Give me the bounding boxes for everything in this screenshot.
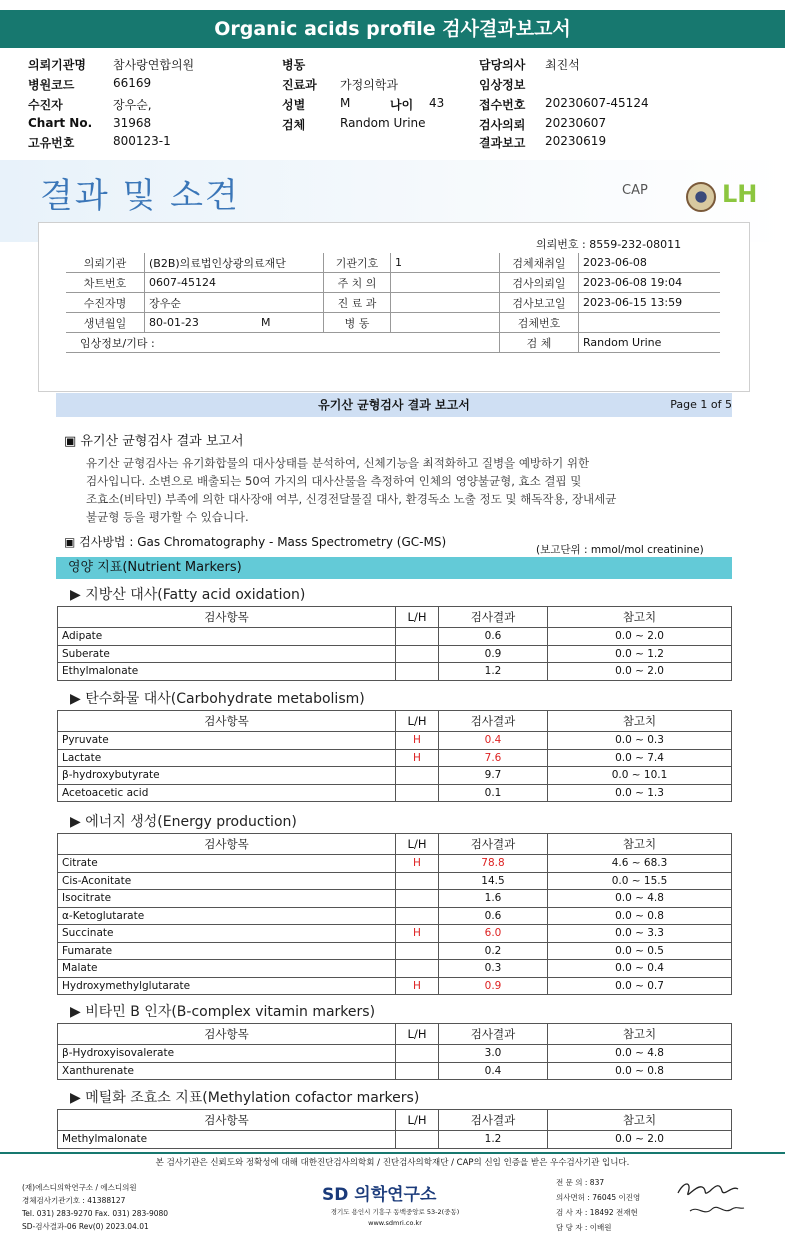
request-date-value: 20230607 <box>545 116 607 130</box>
info-cell: Random Urine <box>579 333 721 353</box>
info-table <box>66 253 720 353</box>
footer-staff-line: 의사면허 : 76045 이진영 <box>556 1193 641 1202</box>
info-row <box>66 313 720 333</box>
table-row <box>58 628 732 646</box>
method-line <box>64 533 446 550</box>
column-header: 검사결과 <box>439 607 548 628</box>
footer-line: 경체검사기관기호 : 41388127 <box>22 1196 126 1205</box>
sd-logo: SD 의학연구소 <box>322 1185 437 1205</box>
cap-logo-text: CAP <box>622 183 648 198</box>
intro-line: 검사입니다. 소변으로 배출되는 50여 가지의 대사산물을 측정하여 인체의 영양불균형, 효소 결핍 및 <box>86 474 582 488</box>
info-cell: 차트번호 <box>66 273 145 293</box>
analyte-name: Methylmalonate <box>58 1131 396 1149</box>
result-value: 3.0 <box>439 1045 548 1063</box>
column-header: L/H <box>396 711 439 732</box>
seal-logo <box>686 182 716 212</box>
result-value: 0.4 <box>439 732 548 750</box>
footer-institution <box>22 1181 168 1233</box>
receipt-label: 접수번호 <box>479 98 526 112</box>
category-title: ▶ 메틸화 조효소 지표(Methylation cofactor markers) <box>70 1090 420 1106</box>
lh-flag <box>396 907 439 925</box>
doctor-label: 담당의사 <box>479 58 526 72</box>
analyte-name: α-Ketoglutarate <box>58 907 396 925</box>
lh-flag: H <box>396 855 439 873</box>
column-header: L/H <box>396 834 439 855</box>
institution-value: 참사랑연합의원 <box>113 58 195 72</box>
table-row <box>58 767 732 785</box>
column-header: 검사결과 <box>439 1024 548 1045</box>
column-header: 검사항목 <box>58 607 396 628</box>
footer-line: (재)에스디의학연구소 / 에스디의원 <box>22 1183 137 1192</box>
table-row <box>58 732 732 750</box>
banner-title: 결과 및 소견 <box>40 176 240 216</box>
analyte-name: Succinate <box>58 925 396 943</box>
analyte-name: Suberate <box>58 645 396 663</box>
analyte-name: Fumarate <box>58 942 396 960</box>
reference-range: 0.0 ~ 4.8 <box>548 890 732 908</box>
info-cell: 2023-06-15 13:59 <box>579 293 721 313</box>
table-row <box>58 855 732 873</box>
column-header: 검사결과 <box>439 834 548 855</box>
hospital-code-value: 66169 <box>113 76 152 90</box>
info-cell <box>145 313 324 333</box>
column-header: 참고치 <box>548 1110 732 1131</box>
table-header-row <box>58 711 732 732</box>
report-bar <box>56 393 732 417</box>
analyte-name: Citrate <box>58 855 396 873</box>
report-title: Organic acids profile 검사결과보고서 <box>0 10 785 48</box>
lh-flag <box>396 1045 439 1063</box>
category-title: ▶ 비타민 B 인자(B-complex vitamin markers) <box>70 1004 376 1020</box>
lh-flag <box>396 1131 439 1149</box>
analyte-name: Adipate <box>58 628 396 646</box>
clinical-label: 임상정보 <box>479 78 526 92</box>
result-value: 1.2 <box>439 1131 548 1149</box>
table-row <box>58 1062 732 1080</box>
sex-value: M <box>260 316 271 329</box>
intro-heading: ▣ 유기산 균형검사 결과 보고서 <box>64 434 244 449</box>
info-cell: 0607-45124 <box>145 273 324 293</box>
column-header: 참고치 <box>548 607 732 628</box>
footer-line: Tel. 031) 283-9270 Fax. 031) 283-9080 <box>22 1209 169 1218</box>
unique-value: 800123-1 <box>113 134 171 148</box>
reference-range: 0.0 ~ 4.8 <box>548 1045 732 1063</box>
column-header: 참고치 <box>548 1024 732 1045</box>
sex-value: M <box>340 96 351 110</box>
lh-flag <box>396 645 439 663</box>
reference-range: 0.0 ~ 0.5 <box>548 942 732 960</box>
result-value: 1.2 <box>439 663 548 681</box>
result-value: 0.2 <box>439 942 548 960</box>
lh-logo: LH <box>722 180 758 208</box>
department-label: 진료과 <box>282 78 317 92</box>
result-value: 0.6 <box>439 628 548 646</box>
results-table <box>57 606 732 681</box>
table-row <box>58 942 732 960</box>
column-header: 검사항목 <box>58 1024 396 1045</box>
footer-address-line: 경기도 용인시 기흥구 동백중앙로 53-2(중동) <box>330 1208 460 1216</box>
reference-range: 0.0 ~ 0.7 <box>548 977 732 995</box>
table-row <box>58 749 732 767</box>
info-cell: (B2B)의료법인상광의료재단 <box>145 253 324 273</box>
analyte-name: Hydroxymethylglutarate <box>58 977 396 995</box>
result-value: 9.7 <box>439 767 548 785</box>
table-header-row <box>58 607 732 628</box>
lh-flag <box>396 767 439 785</box>
lh-flag <box>396 890 439 908</box>
reference-range: 0.0 ~ 1.2 <box>548 645 732 663</box>
result-value: 7.6 <box>439 749 548 767</box>
info-cell: 1 <box>391 253 500 273</box>
result-value: 6.0 <box>439 925 548 943</box>
specimen-label: 검체 <box>282 118 306 132</box>
age-value: 43 <box>429 96 445 110</box>
footer-website: www.sdmri.co.kr <box>368 1219 422 1227</box>
lh-flag: H <box>396 925 439 943</box>
category-title: ▶ 지방산 대사(Fatty acid oxidation) <box>70 587 306 603</box>
results-table <box>57 710 732 802</box>
lh-flag: H <box>396 749 439 767</box>
doctor-value: 최진석 <box>545 58 580 72</box>
analyte-name: β-Hydroxyisovalerate <box>58 1045 396 1063</box>
column-header: 참고치 <box>548 834 732 855</box>
method-value: Gas Chromatography - Mass Spectrometry (GC-MS) <box>137 535 447 549</box>
analyte-name: Cis-Aconitate <box>58 872 396 890</box>
info-cell: 검체번호 <box>500 313 579 333</box>
table-row <box>58 663 732 681</box>
ward-label: 병동 <box>282 58 306 72</box>
reference-range: 4.6 ~ 68.3 <box>548 855 732 873</box>
intro-line: 유기산 균형검사는 유기화합물의 대사상태를 분석하여, 신체기능을 최적화하고 질병을 예방하기 위한 <box>86 456 590 470</box>
lh-flag <box>396 872 439 890</box>
reference-range: 0.0 ~ 2.0 <box>548 1131 732 1149</box>
category-title: ▶ 에너지 생성(Energy production) <box>70 814 297 830</box>
info-cell: 기관기호 <box>324 253 391 273</box>
info-cell: 진 료 과 <box>324 293 391 313</box>
result-value: 14.5 <box>439 872 548 890</box>
result-value: 0.3 <box>439 960 548 978</box>
receipt-value: 20230607-45124 <box>545 96 649 110</box>
analyte-name: Xanthurenate <box>58 1062 396 1080</box>
footer-staff-line: 검 사 자 : 18492 전재현 <box>556 1208 638 1217</box>
analyte-name: β-hydroxybutyrate <box>58 767 396 785</box>
info-row <box>66 293 720 313</box>
info-cell: 검체채취일 <box>500 253 579 273</box>
footer-staff <box>556 1175 640 1235</box>
nutrient-markers-header: 영양 지표(Nutrient Markers) <box>56 557 732 579</box>
chart-label: Chart No. <box>28 116 93 130</box>
lh-flag: H <box>396 732 439 750</box>
info-cell: 2023-06-08 <box>579 253 721 273</box>
footer-divider <box>0 1152 785 1154</box>
result-date-value: 20230619 <box>545 134 607 148</box>
page-indicator: Page 1 of 5 <box>670 398 732 411</box>
request-number-label: 의뢰번호 : <box>536 238 590 251</box>
reference-range: 0.0 ~ 0.4 <box>548 960 732 978</box>
birthdate-value: 80-01-23 <box>149 316 199 329</box>
reference-range: 0.0 ~ 0.8 <box>548 1062 732 1080</box>
reference-range: 0.0 ~ 2.0 <box>548 628 732 646</box>
analyte-name: Malate <box>58 960 396 978</box>
info-cell: 의뢰기관 <box>66 253 145 273</box>
info-row <box>66 273 720 293</box>
reference-range: 0.0 ~ 0.3 <box>548 732 732 750</box>
footer-address <box>320 1207 470 1229</box>
table-row <box>58 960 732 978</box>
specimen-value: Random Urine <box>340 116 426 130</box>
info-cell: 임상정보/기타 : <box>66 333 500 353</box>
results-table <box>57 1109 732 1149</box>
result-value: 0.1 <box>439 784 548 802</box>
lh-flag <box>396 628 439 646</box>
info-cell <box>391 313 500 333</box>
reference-range: 0.0 ~ 0.8 <box>548 907 732 925</box>
footer-staff-line: 담 당 자 : 이배원 <box>556 1223 612 1232</box>
lh-flag <box>396 663 439 681</box>
analyte-name: Pyruvate <box>58 732 396 750</box>
info-cell <box>391 293 500 313</box>
analyte-name: Isocitrate <box>58 890 396 908</box>
result-value: 0.6 <box>439 907 548 925</box>
footer-line: SD-검사결과-06 Rev(0) 2023.04.01 <box>22 1222 149 1231</box>
method-label: ▣ 검사방법 : <box>64 535 138 549</box>
department-value: 가정의학과 <box>340 78 398 92</box>
info-cell <box>579 313 721 333</box>
result-value: 1.6 <box>439 890 548 908</box>
column-header: L/H <box>396 1024 439 1045</box>
intro-line: 조효소(비타민) 부족에 의한 대사장애 여부, 신경전달물질 대사, 환경독소 노출 정도 및 해독작용, 장내세균 <box>86 492 617 506</box>
lh-flag <box>396 942 439 960</box>
result-value: 78.8 <box>439 855 548 873</box>
results-table <box>57 833 732 995</box>
table-row <box>58 645 732 663</box>
column-header: 참고치 <box>548 711 732 732</box>
unit-note: (보고단위 : mmol/mol creatinine) <box>536 544 704 556</box>
table-row <box>58 907 732 925</box>
sex-label: 성별 <box>282 98 306 112</box>
table-header-row <box>58 1110 732 1131</box>
analyte-name: Lactate <box>58 749 396 767</box>
request-date-label: 검사의뢰 <box>479 118 526 132</box>
table-row <box>58 1131 732 1149</box>
lh-flag <box>396 784 439 802</box>
result-date-label: 결과보고 <box>479 136 526 150</box>
cap-logo <box>622 183 682 211</box>
result-value: 0.9 <box>439 645 548 663</box>
table-header-row <box>58 834 732 855</box>
column-header: 검사항목 <box>58 1110 396 1131</box>
info-cell: 병 동 <box>324 313 391 333</box>
signature <box>672 1175 752 1219</box>
chart-value: 31968 <box>113 116 152 130</box>
column-header: 검사항목 <box>58 834 396 855</box>
column-header: L/H <box>396 607 439 628</box>
result-value: 0.9 <box>439 977 548 995</box>
hospital-code-label: 병원코드 <box>28 78 75 92</box>
lh-flag <box>396 1062 439 1080</box>
category-title: ▶ 탄수화물 대사(Carbohydrate metabolism) <box>70 691 365 707</box>
reference-range: 0.0 ~ 10.1 <box>548 767 732 785</box>
intro-line: 불균형 등을 평가할 수 있습니다. <box>86 510 249 524</box>
request-number <box>536 236 681 252</box>
column-header: L/H <box>396 1110 439 1131</box>
table-row <box>58 784 732 802</box>
reference-range: 0.0 ~ 15.5 <box>548 872 732 890</box>
patient-label: 수진자 <box>28 98 63 112</box>
table-row <box>58 977 732 995</box>
report-bar-title: 유기산 균형검사 결과 보고서 <box>318 398 470 412</box>
info-cell: 장우순 <box>145 293 324 313</box>
analyte-name: Ethylmalonate <box>58 663 396 681</box>
footer-note: 본 검사기관은 신뢰도와 정확성에 대해 대한진단검사의학회 / 진단검사의학재단 / CAP의 신임 인증을 받은 우수검사기관 입니다. <box>155 1158 630 1168</box>
info-cell: 주 치 의 <box>324 273 391 293</box>
info-cell: 생년월일 <box>66 313 145 333</box>
reference-range: 0.0 ~ 3.3 <box>548 925 732 943</box>
institution-label: 의뢰기관명 <box>28 58 86 72</box>
column-header: 검사결과 <box>439 1110 548 1131</box>
table-row <box>58 1045 732 1063</box>
info-cell: 검사보고일 <box>500 293 579 313</box>
analyte-name: Acetoacetic acid <box>58 784 396 802</box>
reference-range: 0.0 ~ 2.0 <box>548 663 732 681</box>
table-row <box>58 872 732 890</box>
column-header: 검사항목 <box>58 711 396 732</box>
info-cell: 검 체 <box>500 333 579 353</box>
footer-staff-line: 전 문 의 : 837 <box>556 1178 605 1187</box>
reference-range: 0.0 ~ 1.3 <box>548 784 732 802</box>
result-value: 0.4 <box>439 1062 548 1080</box>
results-table <box>57 1023 732 1080</box>
table-header-row <box>58 1024 732 1045</box>
lh-flag: H <box>396 977 439 995</box>
info-row <box>66 333 720 353</box>
reference-range: 0.0 ~ 7.4 <box>548 749 732 767</box>
request-number-value: 8559-232-08011 <box>589 238 682 251</box>
table-row <box>58 890 732 908</box>
info-cell: 수진자명 <box>66 293 145 313</box>
lh-flag <box>396 960 439 978</box>
info-cell <box>391 273 500 293</box>
info-cell: 검사의뢰일 <box>500 273 579 293</box>
table-row <box>58 925 732 943</box>
intro-description <box>86 454 716 526</box>
info-cell: 2023-06-08 19:04 <box>579 273 721 293</box>
column-header: 검사결과 <box>439 711 548 732</box>
age-label: 나이 <box>390 98 414 112</box>
info-row <box>66 253 720 273</box>
patient-value: 장우순, <box>113 98 152 112</box>
unique-label: 고유번호 <box>28 136 75 150</box>
